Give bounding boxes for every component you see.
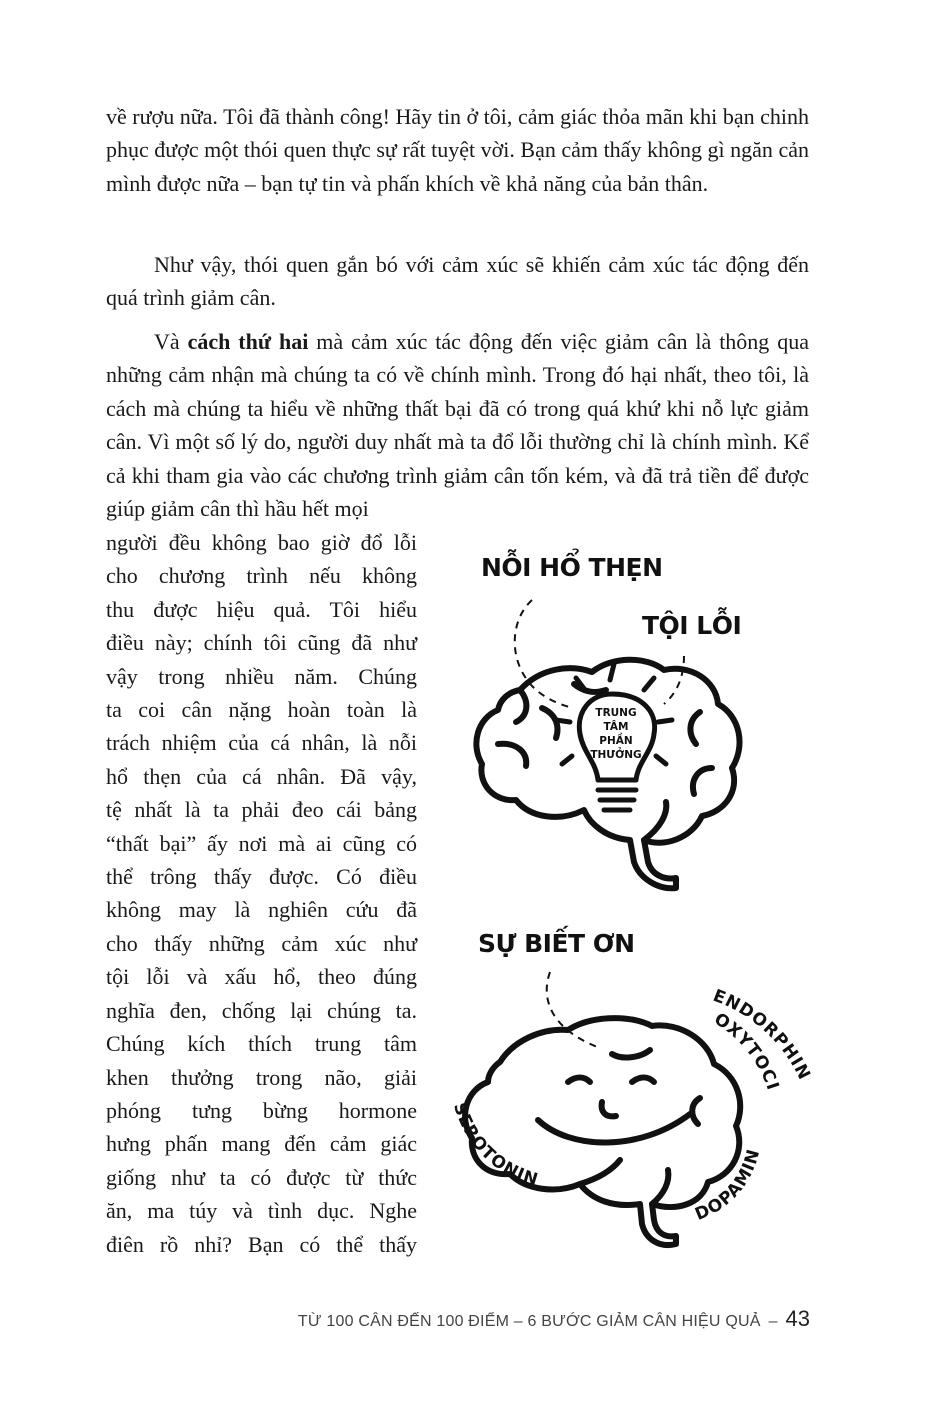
bulb-text-line: TÂM	[603, 721, 629, 733]
column-line: hưng phấn mang đến cảm giác	[106, 1131, 417, 1157]
column-line: trách nhiệm của cá nhân, là nỗi	[106, 730, 417, 756]
column-text	[106, 526, 417, 1261]
column-line: ăn, ma túy và tình dục. Nghe	[106, 1198, 417, 1224]
bulb-text-line: PHẦN	[599, 735, 633, 747]
label-shame: NỖI HỔ THẸN	[481, 553, 663, 582]
label-gratitude: SỰ BIẾT ƠN	[478, 929, 635, 958]
book-title: TỪ 100 CÂN ĐẾN 100 ĐIỂM – 6 BƯỚC GIẢM CÂN HIỆU QUẢ	[297, 1313, 761, 1330]
page-number: 43	[785, 1306, 810, 1331]
column-line: tội lỗi và xấu hổ, theo đúng	[106, 964, 417, 990]
column-line: khen thưởng trong não, giải	[106, 1064, 417, 1090]
hormone-label: OXYTOCI	[710, 1009, 783, 1094]
brain-illustration	[430, 540, 850, 1270]
label-guilt: TỘI LỖI	[642, 611, 742, 640]
paragraph-3-text	[106, 325, 809, 525]
column-line: điên rồ nhỉ? Bạn có thể thấy	[106, 1231, 417, 1257]
column-line: tệ nhất là ta phải đeo cái bảng	[106, 797, 417, 823]
column-line: người đều không bao giờ đổ lỗi	[106, 530, 417, 555]
column-line: hổ thẹn của cá nhân. Đã vậy,	[106, 763, 417, 789]
paragraph-3-bold: cách thứ hai	[187, 329, 309, 354]
paragraph-3-lead: Và	[154, 329, 188, 354]
column-line: ta coi cân nặng hoàn toàn là	[106, 697, 417, 723]
column-line: cho chương trình nếu không	[106, 563, 417, 589]
column-line: nghĩa đen, chống lại chúng ta.	[106, 997, 417, 1023]
paragraph-1	[106, 100, 809, 200]
column-line: giống như ta có được từ thức	[106, 1164, 417, 1190]
column-line: thể trông thấy được. Có điều	[106, 864, 417, 890]
hormone-label: ENDORPHIN	[710, 985, 815, 1084]
hormone-label: DOPAMIN	[692, 1146, 765, 1225]
paragraph-1-text: về rượu nữa. Tôi đã thành công! Hãy tin ở tôi, cảm giác thỏa mãn khi bạn chinh phục được một thói quen thực sự rất tuyệt vời. Bạn cảm thấy không gì ngăn cản mình được nữa – bạn tự tin và phấn khích về khả năng của bản thân.	[106, 104, 809, 196]
gratitude-leader-line	[547, 972, 600, 1048]
paragraph-3-rest: mà cảm xúc tác động đến việc giảm cân là thông qua những cảm nhận mà chúng ta có về chính mình. Trong đó hại nhất, theo tôi, là cách mà chúng ta hiểu về những thất bại đã có trong quá khứ khi nỗ lực giảm cân. Vì một số lý do, người duy nhất mà ta đổ lỗi thường chỉ là chính mình. Kể cả khi tham gia vào các chương trình giảm cân tốn kém, và đã trả tiền để được giúp giảm cân thì hầu hết mọi	[106, 329, 809, 522]
paragraph-3	[106, 325, 809, 525]
footer-dash: –	[768, 1313, 778, 1330]
page-footer	[250, 1306, 810, 1332]
column-line: Chúng kích thích trung tâm	[106, 1031, 417, 1057]
column-line: vậy trong nhiều năm. Chúng	[106, 663, 417, 689]
hormone-label: SEROTONIN	[449, 1100, 541, 1191]
paragraph-2	[106, 248, 809, 315]
column-line: không may là nghiên cứu đã	[106, 897, 417, 923]
paragraph-2-text: Như vậy, thói quen gắn bó với cảm xúc sẽ khiến cảm xúc tác động đến quá trình giảm cân.	[106, 252, 809, 311]
bulb-text-line: THƯỞNG	[590, 749, 642, 761]
column-line: phóng tưng bừng hormone	[106, 1097, 417, 1123]
bulb-text-line: TRUNG	[595, 707, 637, 719]
column-line: điều này; chính tôi cũng đã như	[106, 630, 417, 656]
column-line: cho thấy những cảm xúc như	[106, 930, 417, 956]
column-line: “thất bại” ấy nơi mà ai cũng có	[106, 830, 417, 856]
column-line: thu được hiệu quả. Tôi hiểu	[106, 596, 417, 622]
